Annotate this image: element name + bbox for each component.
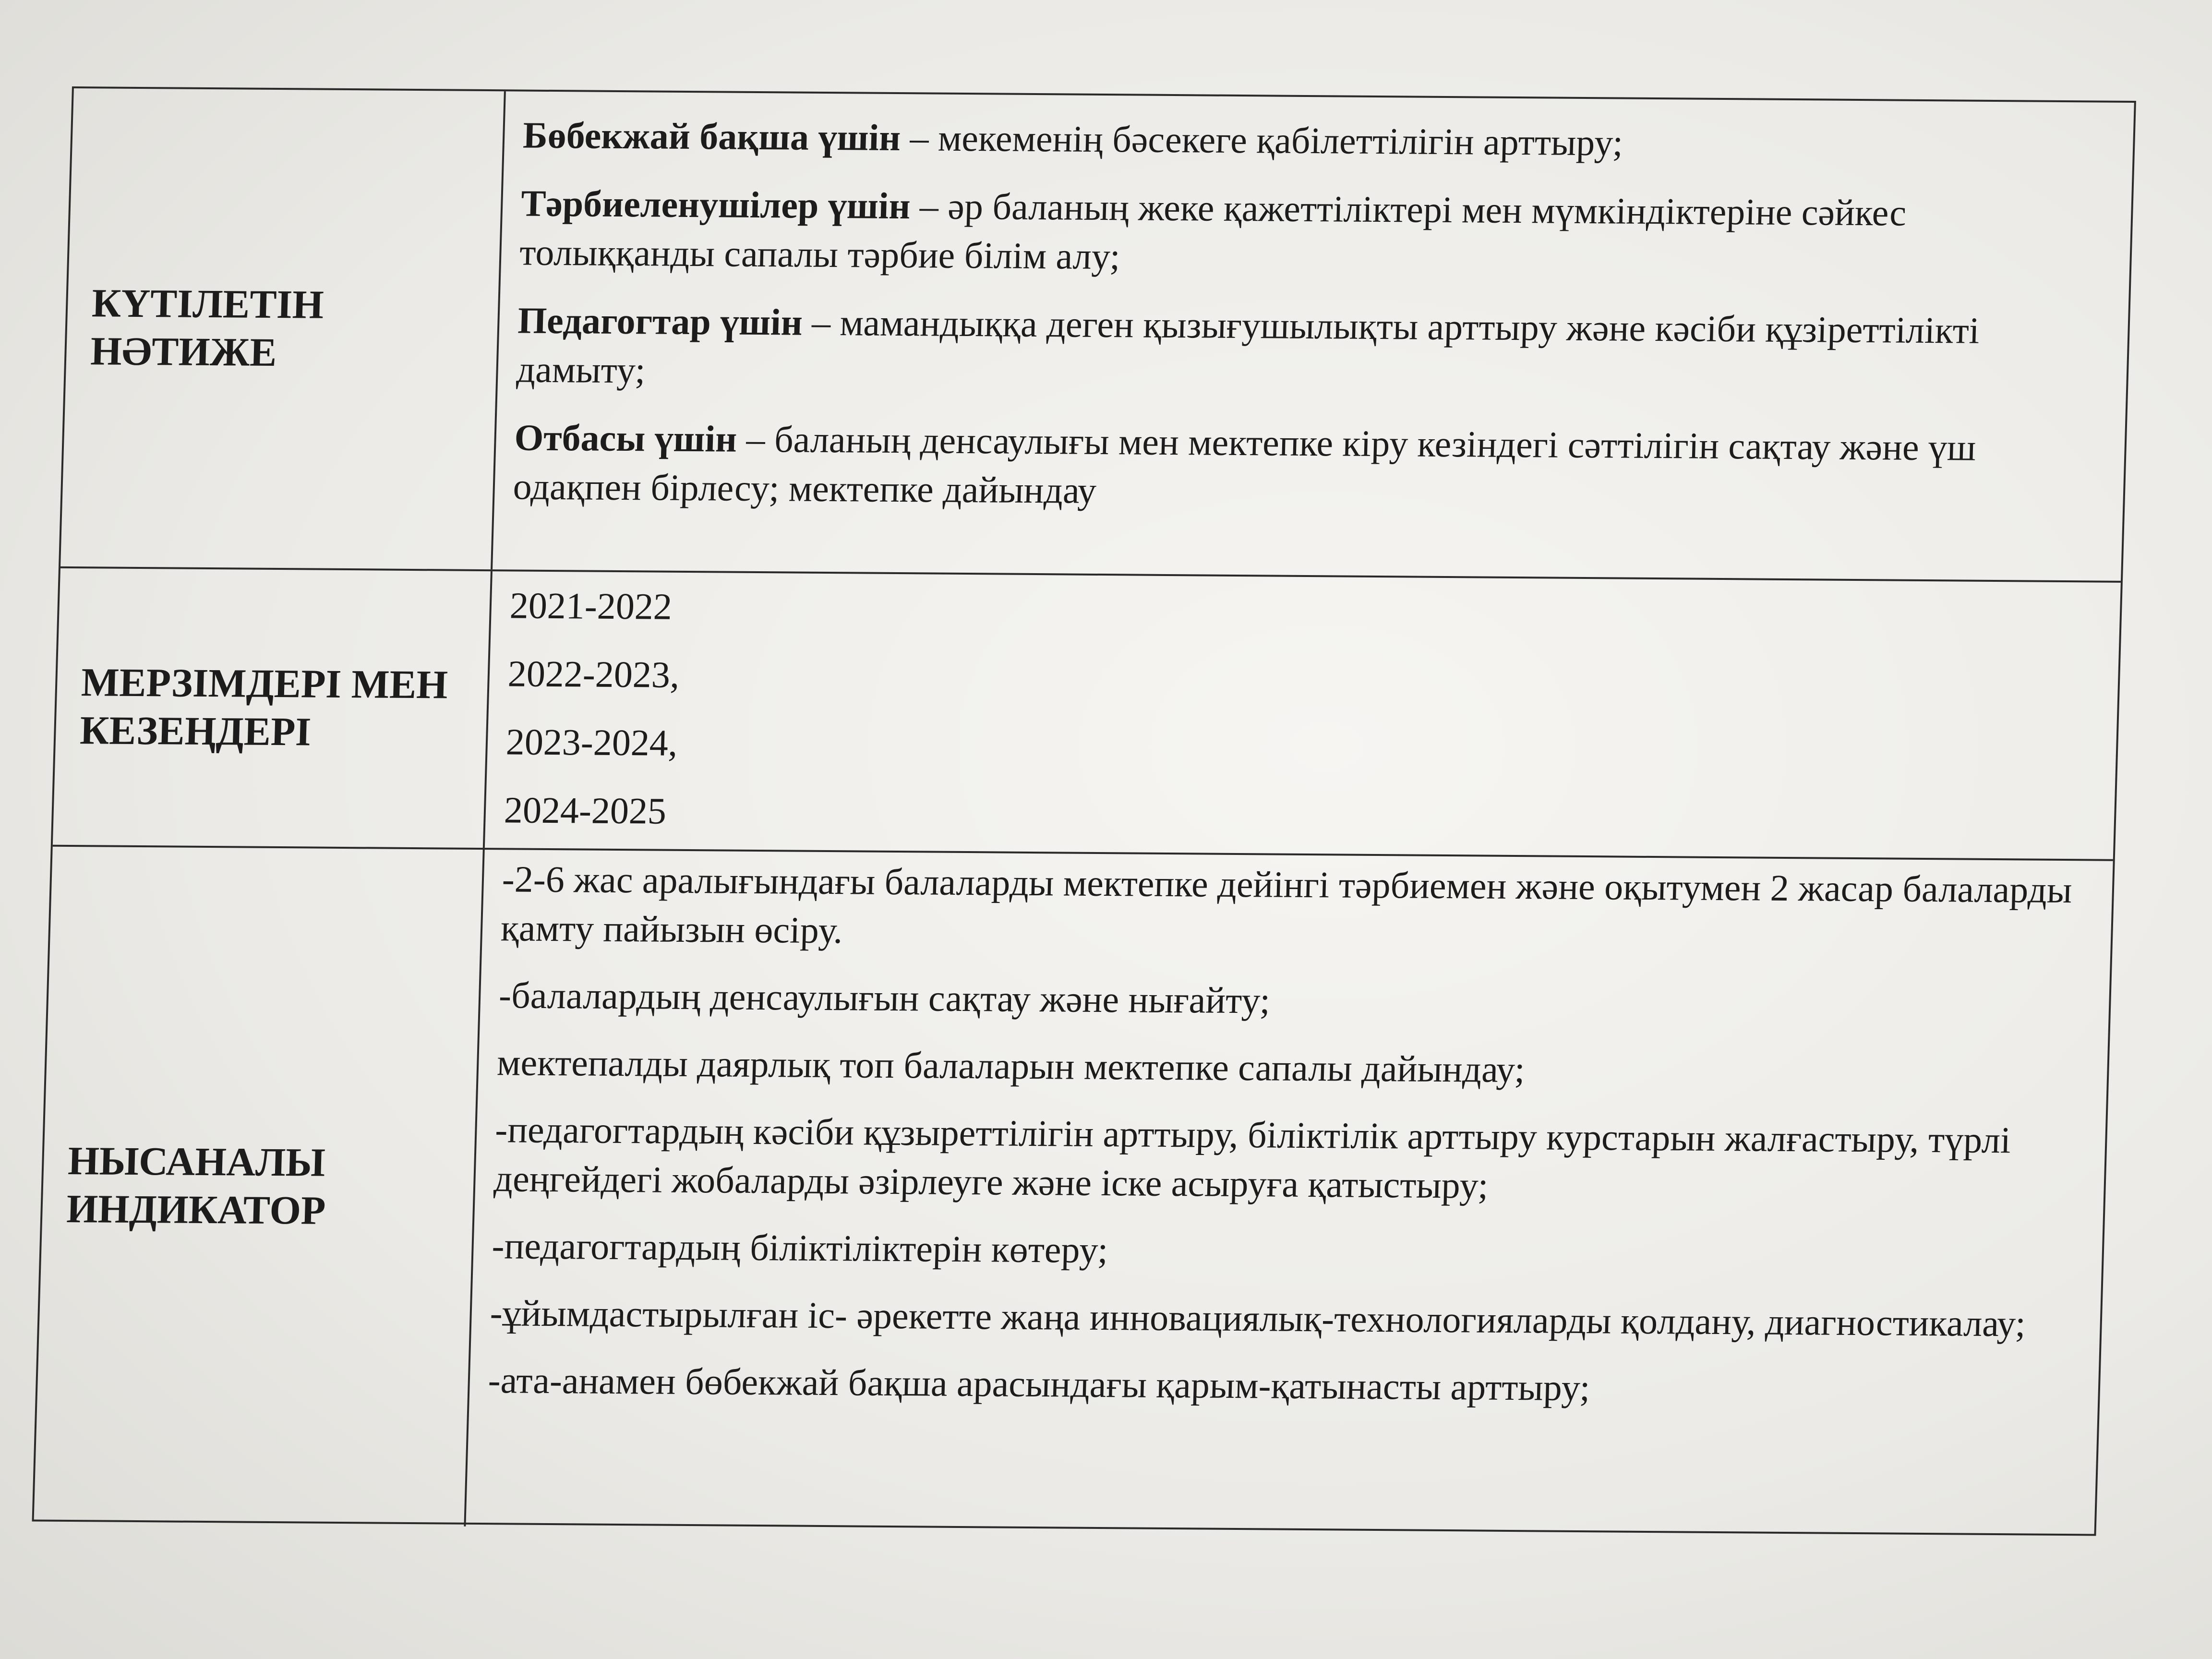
table-row-indicators [34, 847, 2113, 1538]
row-label-cell [34, 847, 484, 1527]
indicator-item: -балалардың денсаулығын сақтау және нығайту; [498, 974, 1271, 1022]
indicator-item: -ұйымдастырылған іс- әрекетте жаңа инновациялық-технологияларды қолдану, диагностикалау; [489, 1292, 2026, 1345]
expected-result-item [522, 111, 2105, 171]
table-row-terms [53, 568, 2121, 861]
item-audience: Бөбекжай бақша үшін [522, 114, 902, 159]
row-label-cell [60, 88, 506, 569]
indicator-item: -ата-анамен бөбекжай бақша арасындағы қарым-қатынасты арттыру; [487, 1359, 1591, 1409]
row-label-expected-result: КҮТІЛЕТІН НӘТИЖЕ [90, 281, 325, 375]
indicator-item: -педагогтардың біліктіліктерін көтеру; [491, 1225, 1109, 1271]
expected-result-item [512, 413, 2096, 522]
row-label-terms: МЕРЗІМДЕРІ МЕН КЕЗЕҢДЕРІ [79, 660, 449, 755]
item-text: баланың денсаулығы мен мектепке кіру кезіндегі сәттілігін сақтау және үш одақпен бірлесу; мектепке дайындау [512, 418, 1977, 511]
row-label-indicators: НЫСАНАЛЫ ИНДИКАТОР [66, 1139, 326, 1233]
row-label-cell [53, 568, 493, 848]
item-text: мамандыққа деген қызығушылықты арттыру және кәсіби құзіреттілікті дамыту; [516, 301, 1980, 391]
terms-content [485, 571, 2121, 859]
item-audience: Отбасы үшін [514, 416, 738, 460]
item-audience: Тәрбиеленушілер үшін [520, 182, 911, 227]
period-item: 2024-2025 [503, 789, 667, 832]
item-audience: Педагогтар үшін [517, 299, 803, 343]
plan-table [32, 86, 2136, 1536]
item-text: әр баланың жеке қажеттіліктері мен мүмкіндіктеріне сәйкес толыққанды сапалы тәрбие білім алу; [519, 185, 1907, 277]
expected-result-item [516, 296, 2100, 405]
item-text: мекеменің бәсекеге қабілеттілігін арттыру; [937, 117, 1624, 164]
item-dash: – [900, 117, 939, 159]
indicators-content [466, 850, 2113, 1538]
indicator-item: мектепалды даярлық топ балаларын мектепке сапалы дайындау; [496, 1041, 1526, 1091]
period-item: 2022-2023, [507, 652, 680, 696]
period-item: 2021-2022 [509, 584, 673, 627]
period-item: 2023-2024, [505, 721, 678, 764]
indicator-item: -2-6 жас аралығындағы балаларды мектепке дейінгі тәрбиемен және оқытумен 2 жасар балаларды қамту пайызын өсіру. [500, 858, 2073, 951]
indicator-item: -педагогтардың кәсіби құзыреттілігін арттыру, біліктілік арттыру курстарын жалғастыру, түрлі деңгейдегі жобаларды әзірлеуге және іске асыруға қатыстыру; [493, 1108, 2011, 1206]
item-dash: – [736, 418, 775, 460]
expected-result-item [519, 179, 2103, 288]
table-row-expected-result [60, 88, 2134, 583]
item-dash: – [910, 185, 949, 227]
expected-result-content [493, 91, 2134, 581]
item-dash: – [802, 301, 841, 344]
